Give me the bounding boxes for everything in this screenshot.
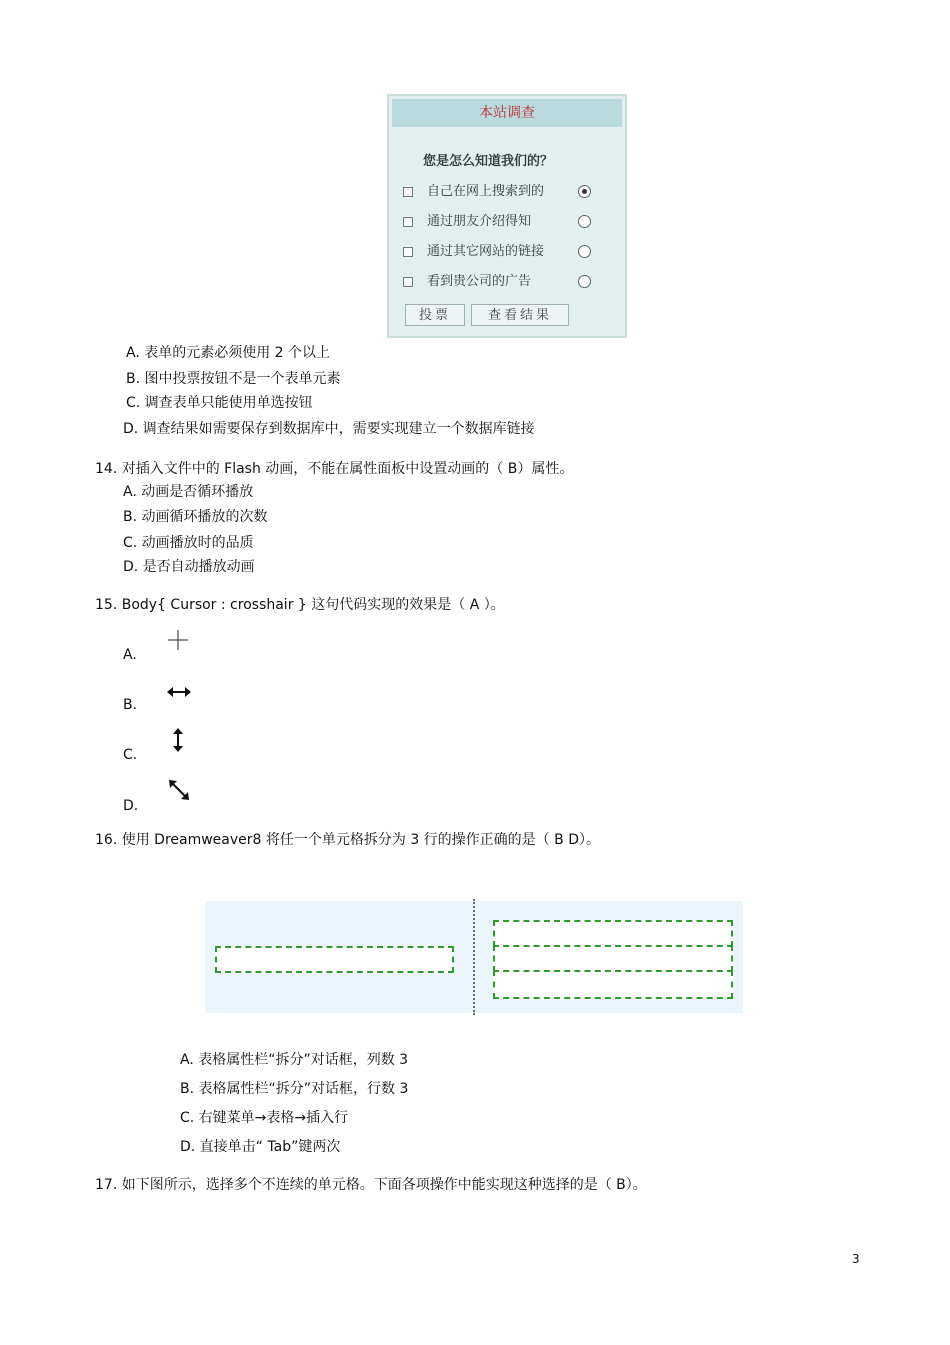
survey-option-label: 通过朋友介绍得知: [427, 214, 532, 229]
q14-stem: 14. 对插入文件中的 Flash 动画，不能在属性面板中设置动画的（ B）属性。: [95, 461, 574, 477]
survey-option[interactable]: [403, 243, 603, 261]
table-cell-single: [215, 946, 454, 973]
q14-option-c: C. 动画播放时的品质: [123, 535, 254, 551]
q15-option-c: C.: [123, 747, 138, 763]
horizontal-resize-icon: [166, 685, 192, 699]
q14-option-b: B. 动画循环播放的次数: [123, 509, 268, 525]
survey-title: 本站调查: [392, 99, 622, 127]
q15-option-d: D.: [123, 798, 139, 814]
survey-option[interactable]: [403, 213, 603, 231]
survey-option[interactable]: [403, 183, 603, 201]
radio-selected-icon[interactable]: [578, 185, 591, 198]
q17-stem: 17. 如下图所示，选择多个不连续的单元格。下面各项操作中能实现这种选择的是（ B）。: [95, 1177, 647, 1193]
q15-option-b: B.: [123, 697, 138, 713]
q16-option-b: B. 表格属性栏“拆分”对话框，行数 3: [180, 1081, 409, 1097]
q13-option-d: D. 调查结果如需要保存到数据库中，需要实现建立一个数据库链接: [123, 421, 535, 437]
checkbox-icon[interactable]: [403, 277, 413, 287]
table-split-figure: [205, 901, 743, 1013]
q16-option-a: A. 表格属性栏“拆分”对话框，列数 3: [180, 1052, 409, 1068]
q16-option-d: D. 直接单击“ Tab”键两次: [180, 1139, 341, 1155]
survey-option-label: 通过其它网站的链接: [427, 244, 545, 259]
survey-option-label: 自己在网上搜索到的: [427, 184, 545, 199]
diagonal-resize-icon: [168, 779, 190, 801]
radio-icon[interactable]: [578, 245, 591, 258]
q14-option-a: A. 动画是否循环播放: [123, 484, 254, 500]
q14-option-d: D. 是否自动播放动画: [123, 559, 255, 575]
q13-option-c: C. 调查表单只能使用单选按钮: [126, 395, 313, 411]
view-results-button[interactable]: 查看结果: [471, 304, 569, 326]
table-cell-row-2: [493, 945, 733, 972]
q16-stem: 16. 使用 Dreamweaver8 将任一个单元格拆分为 3 行的操作正确的是（ B D）。: [95, 832, 600, 848]
vertical-resize-icon: [171, 727, 185, 753]
table-cell-row-1: [493, 920, 733, 947]
radio-icon[interactable]: [578, 275, 591, 288]
survey-widget: [387, 94, 627, 338]
checkbox-icon[interactable]: [403, 217, 413, 227]
vote-button[interactable]: 投票: [405, 304, 465, 326]
q15-option-a: A.: [123, 647, 137, 663]
crosshair-icon: [167, 629, 189, 651]
survey-question: 您是怎么知道我们的？: [423, 154, 554, 169]
q13-option-a: A. 表单的元素必须使用 2 个以上: [126, 345, 331, 361]
table-cell-row-3: [493, 970, 733, 999]
survey-option-label: 看到贵公司的广告: [427, 274, 532, 289]
q15-stem: 15. Body{ Cursor : crosshair } 这句代码实现的效果是（ A ）。: [95, 597, 505, 613]
page-number: 3: [852, 1252, 860, 1266]
radio-icon[interactable]: [578, 215, 591, 228]
survey-option[interactable]: [403, 273, 603, 291]
checkbox-icon[interactable]: [403, 247, 413, 257]
checkbox-icon[interactable]: [403, 187, 413, 197]
divider: [473, 899, 475, 1015]
q16-option-c: C. 右键菜单→表格→插入行: [180, 1110, 349, 1126]
q13-option-b: B. 图中投票按钮不是一个表单元素: [126, 371, 341, 387]
